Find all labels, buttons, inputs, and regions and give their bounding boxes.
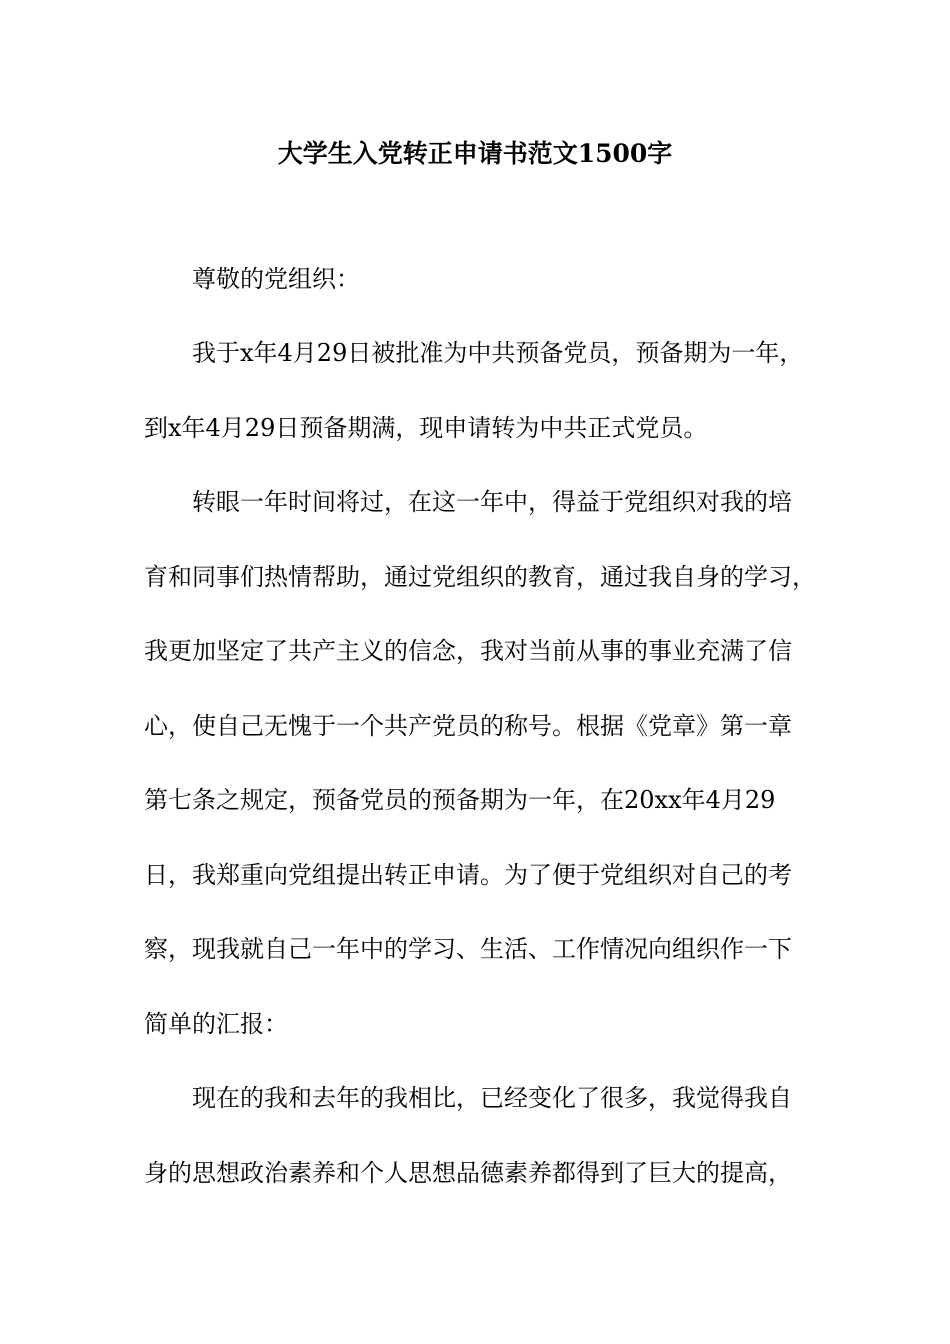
salutation-line: 尊敬的党组织： <box>192 265 360 293</box>
paragraph-line: 简单的汇报： <box>144 1010 288 1038</box>
paragraph-line: 我于x年4月29日被批准为中共预备党员，预备期为一年， <box>192 339 804 367</box>
paragraph-line: 现在的我和去年的我相比，已经变化了很多，我觉得我自 <box>192 1084 792 1112</box>
paragraph-line: 到x年4月29日预备期满，现申请转为中共正式党员。 <box>144 414 708 442</box>
document-title: 大学生入党转正申请书范文1500字 <box>277 139 673 168</box>
paragraph-line: 察，现我就自己一年中的学习、生活、工作情况向组织作一下 <box>144 935 792 963</box>
paragraph-line: 心，使自己无愧于一个共产党员的称号。根据《党章》第一章 <box>144 712 792 740</box>
paragraph-line: 育和同事们热情帮助，通过党组织的教育，通过我自身的学习， <box>144 563 816 591</box>
paragraph-line: 我更加坚定了共产主义的信念，我对当前从事的事业充满了信 <box>144 637 792 665</box>
paragraph-line: 第七条之规定，预备党员的预备期为一年，在20xx年4月29 <box>144 786 776 814</box>
paragraph-line: 日，我郑重向党组提出转正申请。为了便于党组织对自己的考 <box>144 861 792 889</box>
paragraph-line: 转眼一年时间将过，在这一年中，得益于党组织对我的培 <box>192 488 792 516</box>
paragraph-line: 身的思想政治素养和个人思想品德素养都得到了巨大的提高， <box>144 1159 792 1187</box>
